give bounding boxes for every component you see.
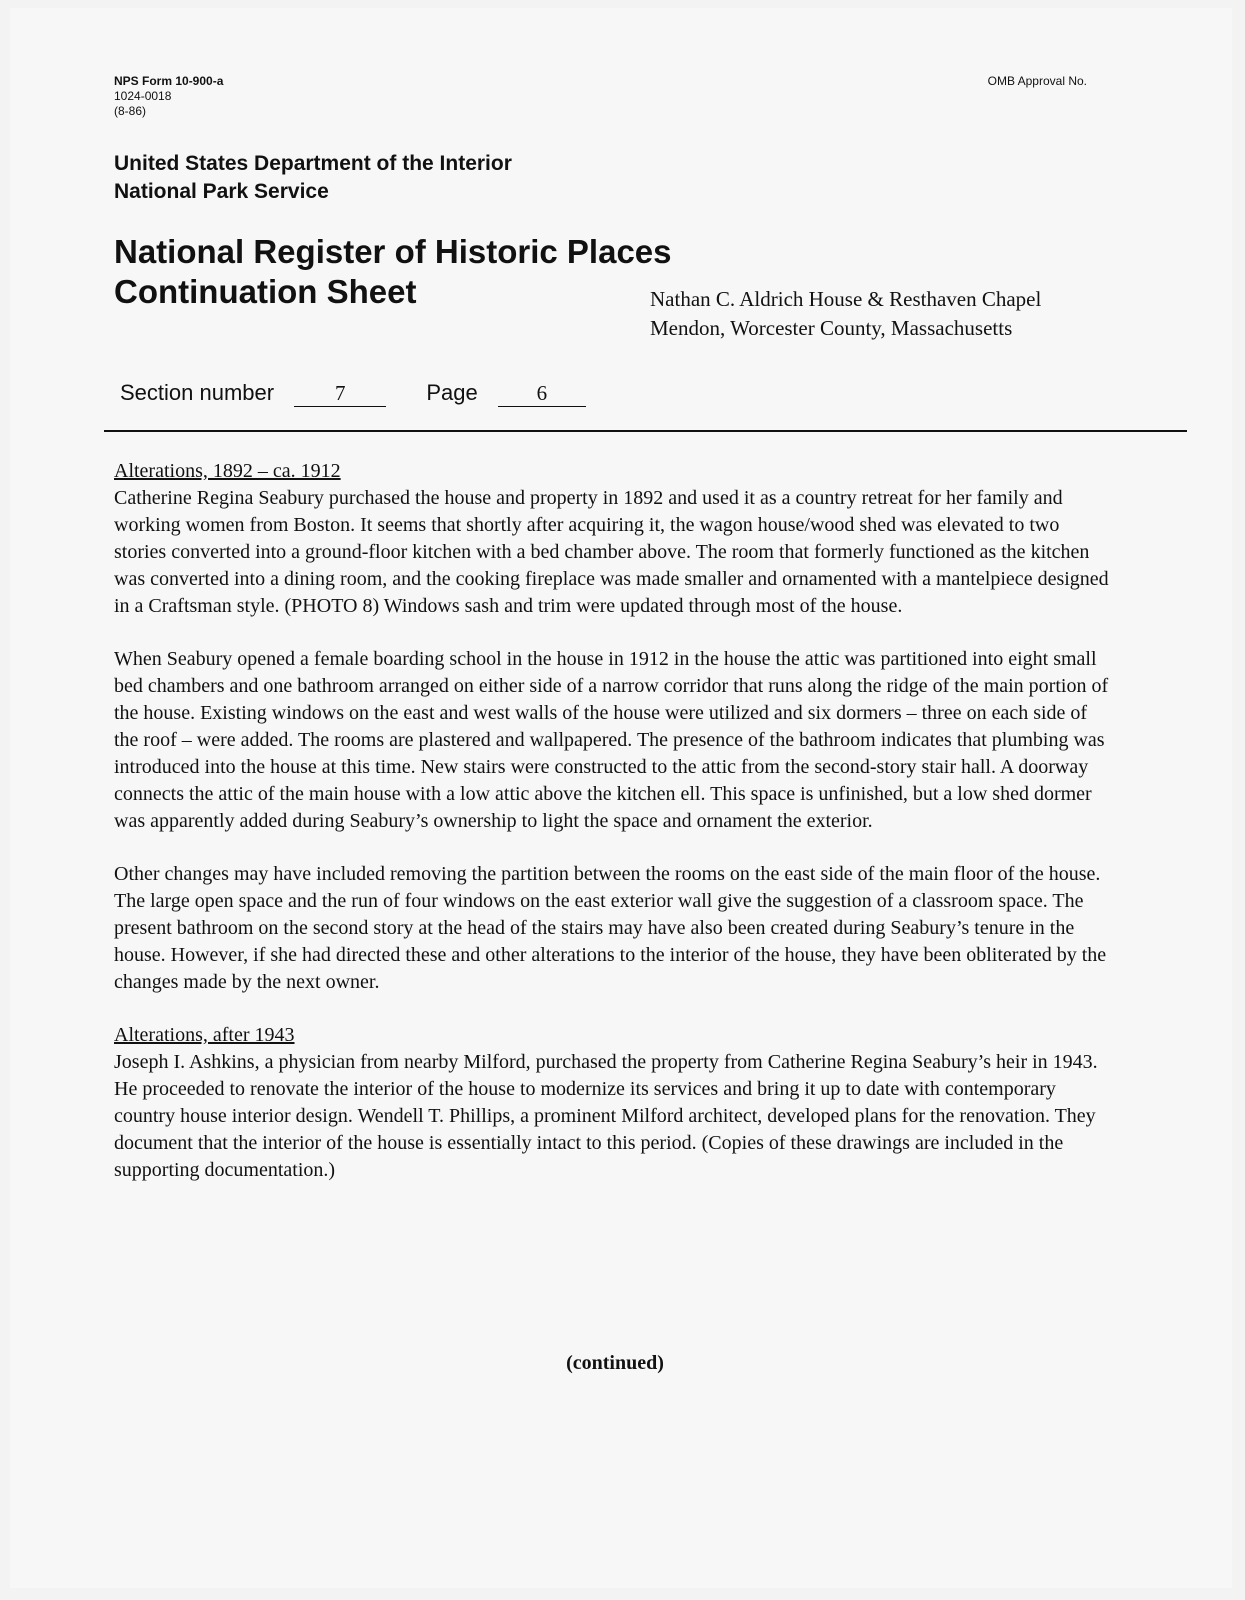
form-number: NPS Form 10-900-a bbox=[114, 74, 224, 88]
paragraph-2: When Seabury opened a female boarding school in the house in 1912 in the house the attic was partitioned into eight small bed chambers and one bathroom arranged on either side of a narrow corridor that runs along the ridge of the main portion of the house. Existing windows on the east and west walls of the house were utilized and six dormers – three on each side of the roof – were added. The rooms are plastered and wallpapered. The presence of the bathroom indicates that plumbing was introduced into the house at this time. New stairs were constructed to the attic from the second-story stair hall. A doorway connects the attic of the main house with a low attic above the kitchen ell. This space is unfinished, but a low shed dormer was apparently added during Seabury’s ownership to light the space and ornament the exterior. bbox=[114, 648, 1109, 832]
form-identifier bbox=[114, 74, 223, 119]
property-block bbox=[650, 285, 1041, 343]
title-line-1: National Register of Historic Places bbox=[114, 233, 672, 270]
section-heading-2: Alterations, after 1943 bbox=[114, 1024, 295, 1046]
department-name: United States Department of the Interior bbox=[114, 152, 512, 175]
paragraph-3: Other changes may have included removing the partition between the rooms on the east side of the main floor of the house. The large open space and the run of four windows on the east exterior wall give the suggestion of a classroom space. The present bathroom on the second story at the head of the stairs may have also been created during Seabury’s tenure in the house. However, if she had directed these and other alterations to the interior of the house, they have been obliterated by the changes made by the next owner. bbox=[114, 863, 1107, 993]
section-heading-1: Alterations, 1892 – ca. 1912 bbox=[114, 460, 341, 482]
paragraph-1-text: Catherine Regina Seabury purchased the house and property in 1892 and used it as a country retreat for her family and working women from Boston. It seems that shortly after acquiring it, the wagon house/wood shed was elevated to two stories converted into a ground-floor kitchen with a bed chamber above. The room that formerly functioned as the kitchen was converted into a dining room, and the cooking fireplace was made smaller and ornamented with a mantelpiece designed in a Craftsman style. (PHOTO 8) Windows sash and trim were updated through most of the house. bbox=[114, 487, 1109, 617]
property-name: Nathan C. Aldrich House & Resthaven Chapel bbox=[650, 287, 1042, 311]
section-page-line bbox=[120, 378, 586, 408]
paragraph-4-text: Joseph I. Ashkins, a physician from nearby Milford, purchased the property from Catherine Regina Seabury’s heir in 1943. He proceeded to renovate the interior of the house to modernize its services and bring it up to date with contemporary country house interior design. Wendell T. Phillips, a prominent Milford architect, developed plans for the renovation. They document that the interior of the house is essentially intact to this period. (Copies of these drawings are included in the supporting documentation.) bbox=[114, 1051, 1098, 1181]
section-label: Section number bbox=[120, 380, 275, 405]
document-title bbox=[114, 232, 672, 312]
property-location: Mendon, Worcester County, Massachusetts bbox=[650, 316, 1013, 340]
title-line-2: Continuation Sheet bbox=[114, 273, 417, 310]
agency-block bbox=[114, 150, 512, 206]
paragraph-4 bbox=[114, 1022, 1114, 1184]
form-code: 1024-0018 bbox=[114, 89, 172, 103]
page-label: Page bbox=[426, 380, 478, 405]
service-name: National Park Service bbox=[114, 180, 329, 203]
page-number-field: 6 bbox=[498, 378, 586, 407]
document-body bbox=[114, 458, 1114, 1210]
form-date: (8-86) bbox=[114, 104, 147, 118]
section-number-field: 7 bbox=[294, 378, 386, 407]
omb-approval: OMB Approval No. bbox=[987, 74, 1087, 88]
paragraph-1 bbox=[114, 458, 1114, 620]
continued-note: (continued) bbox=[566, 1352, 664, 1374]
header-divider bbox=[104, 430, 1187, 432]
